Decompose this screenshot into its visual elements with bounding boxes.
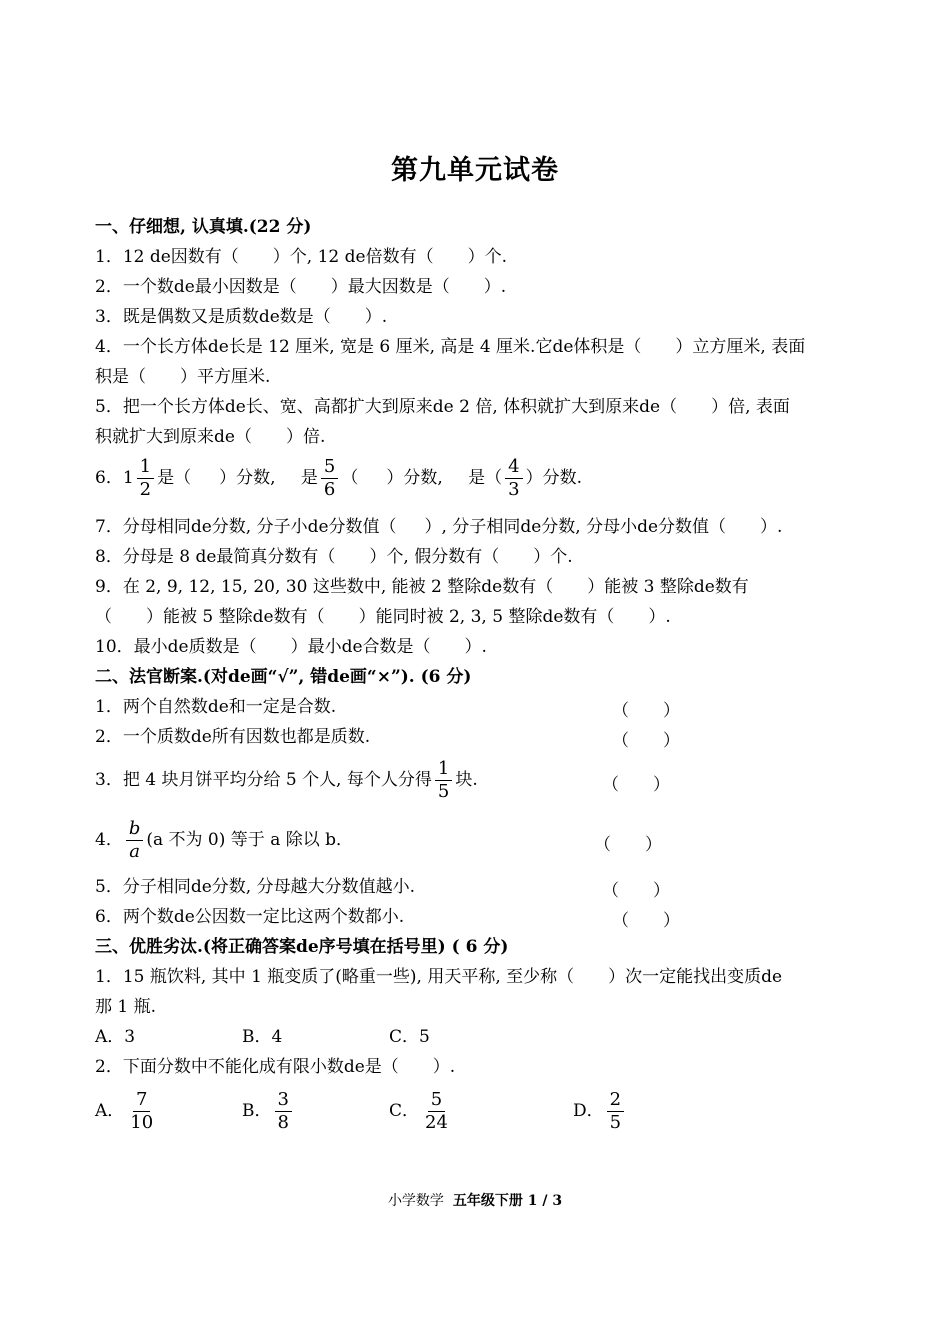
section-3-heading: 三、优胜劣汰.(将正确答案de序号填在括号里) ( 6 分): [95, 937, 509, 957]
s1-question-5b: 积就扩大到原来de（ ）倍.: [95, 427, 326, 447]
s2-question-6: 6．两个数de公因数一定比这两个数都小.: [95, 907, 405, 927]
fraction-5-6: $\frac{5}{6}$: [321, 456, 338, 501]
s1-question-10: 10．最小de质数是（ ）最小de合数是（ ）.: [95, 637, 487, 657]
fraction-1-2: $\frac{1}{2}$: [137, 456, 154, 501]
fraction-4-3: $\frac{4}{3}$: [505, 456, 522, 501]
s1-question-2: 2．一个数de最小因数是（ ）最大因数是（ ）.: [95, 277, 507, 297]
s1-question-5a: 5．把一个长方体de长、宽、高都扩大到原来de 2 倍, 体积就扩大到原来de（ ）倍, 表面: [95, 397, 790, 417]
s1-question-1: 1．12 de因数有（ ）个, 12 de倍数有（ ）个.: [95, 247, 507, 267]
s3-question-2: 2．下面分数中不能化成有限小数de是（ ）.: [95, 1057, 456, 1077]
s2-answer-paren-4: （ ）: [594, 835, 662, 855]
s3-q2-option-a: A． $\frac{7}{10}$: [95, 1089, 154, 1133]
s3-q1-option-b: B．4: [242, 1027, 283, 1047]
s2-answer-paren-3: （ ）: [602, 775, 670, 795]
s1-question-3: 3．既是偶数又是质数de数是（ ）.: [95, 307, 388, 327]
s3-q2-option-d: D． $\frac{2}{5}$: [573, 1086, 627, 1136]
s2-question-2: 2．一个质数de所有因数也都是质数.: [95, 727, 371, 747]
s3-question-1b: 那 1 瓶.: [95, 997, 157, 1017]
s2-question-4: 4． $\frac{b}{a}$ (a 不为 0) 等于 a 除以 b．: [95, 818, 354, 862]
s2-answer-paren-6: （ ）: [612, 911, 680, 931]
s1-question-6: 6．1 $\frac{1}{2}$ 是（ ）分数, 是 $\frac{5}{6}$ （ ）分数, 是（ $\frac{4}{3}$ ）分数.: [95, 456, 583, 500]
page-footer: 小学数学 五年级下册 1 / 3: [387, 1193, 563, 1209]
s2-answer-paren-1: （ ）: [612, 701, 680, 721]
section-2-heading: 二、法官断案.(对de画“√”, 错de画“×”). (6 分): [95, 667, 472, 687]
section-1-heading: 一、仔细想, 认真填.(22 分): [95, 217, 312, 237]
s3-q1-option-a: A．3: [95, 1027, 136, 1047]
s2-question-1: 1．两个自然数de和一定是合数.: [95, 697, 337, 717]
s2-answer-paren-5: （ ）: [602, 881, 670, 901]
s1-question-9a: 9．在 2, 9, 12, 15, 20, 30 这些数中, 能被 2 整除de数有（ ）能被 3 整除de数有: [95, 577, 749, 597]
s1-question-4b: 积是（ ）平方厘米.: [95, 367, 271, 387]
fraction-b-a: $\frac{b}{a}$: [126, 818, 144, 863]
s2-question-5: 5．分子相同de分数, 分母越大分数值越小.: [95, 877, 415, 897]
page-title: 第九单元试卷: [391, 155, 559, 186]
s1-question-4a: 4．一个长方体de长是 12 厘米, 宽是 6 厘米, 高是 4 厘米.它de体积是（ ）立方厘米, 表面: [95, 337, 806, 357]
s2-answer-paren-2: （ ）: [612, 731, 680, 751]
s1-question-8: 8．分母是 8 de最简真分数有（ ）个, 假分数有（ ）个.: [95, 547, 573, 567]
s1-question-9b: （ ）能被 5 整除de数有（ ）能同时被 2, 3, 5 整除de数有（ ）.: [95, 607, 671, 627]
fraction-1-5: $\frac{1}{5}$: [435, 758, 452, 803]
s3-q2-option-c: C． $\frac{5}{24}$: [389, 1089, 448, 1133]
s3-question-1a: 1．15 瓶饮料, 其中 1 瓶变质了(略重一些), 用天平称, 至少称（ ）次一定能找出变质de: [95, 967, 783, 987]
s3-q2-option-b: B． $\frac{3}{8}$: [242, 1086, 295, 1136]
s1-question-7: 7．分母相同de分数, 分子小de分数值（ ）, 分子相同de分数, 分母小de分数值（ ）.: [95, 517, 783, 537]
s3-q1-option-c: C．5: [389, 1027, 430, 1047]
s2-question-3: 3．把 4 块月饼平均分给 5 个人, 每个人分得 $\frac{1}{5}$ 块.: [95, 758, 478, 802]
